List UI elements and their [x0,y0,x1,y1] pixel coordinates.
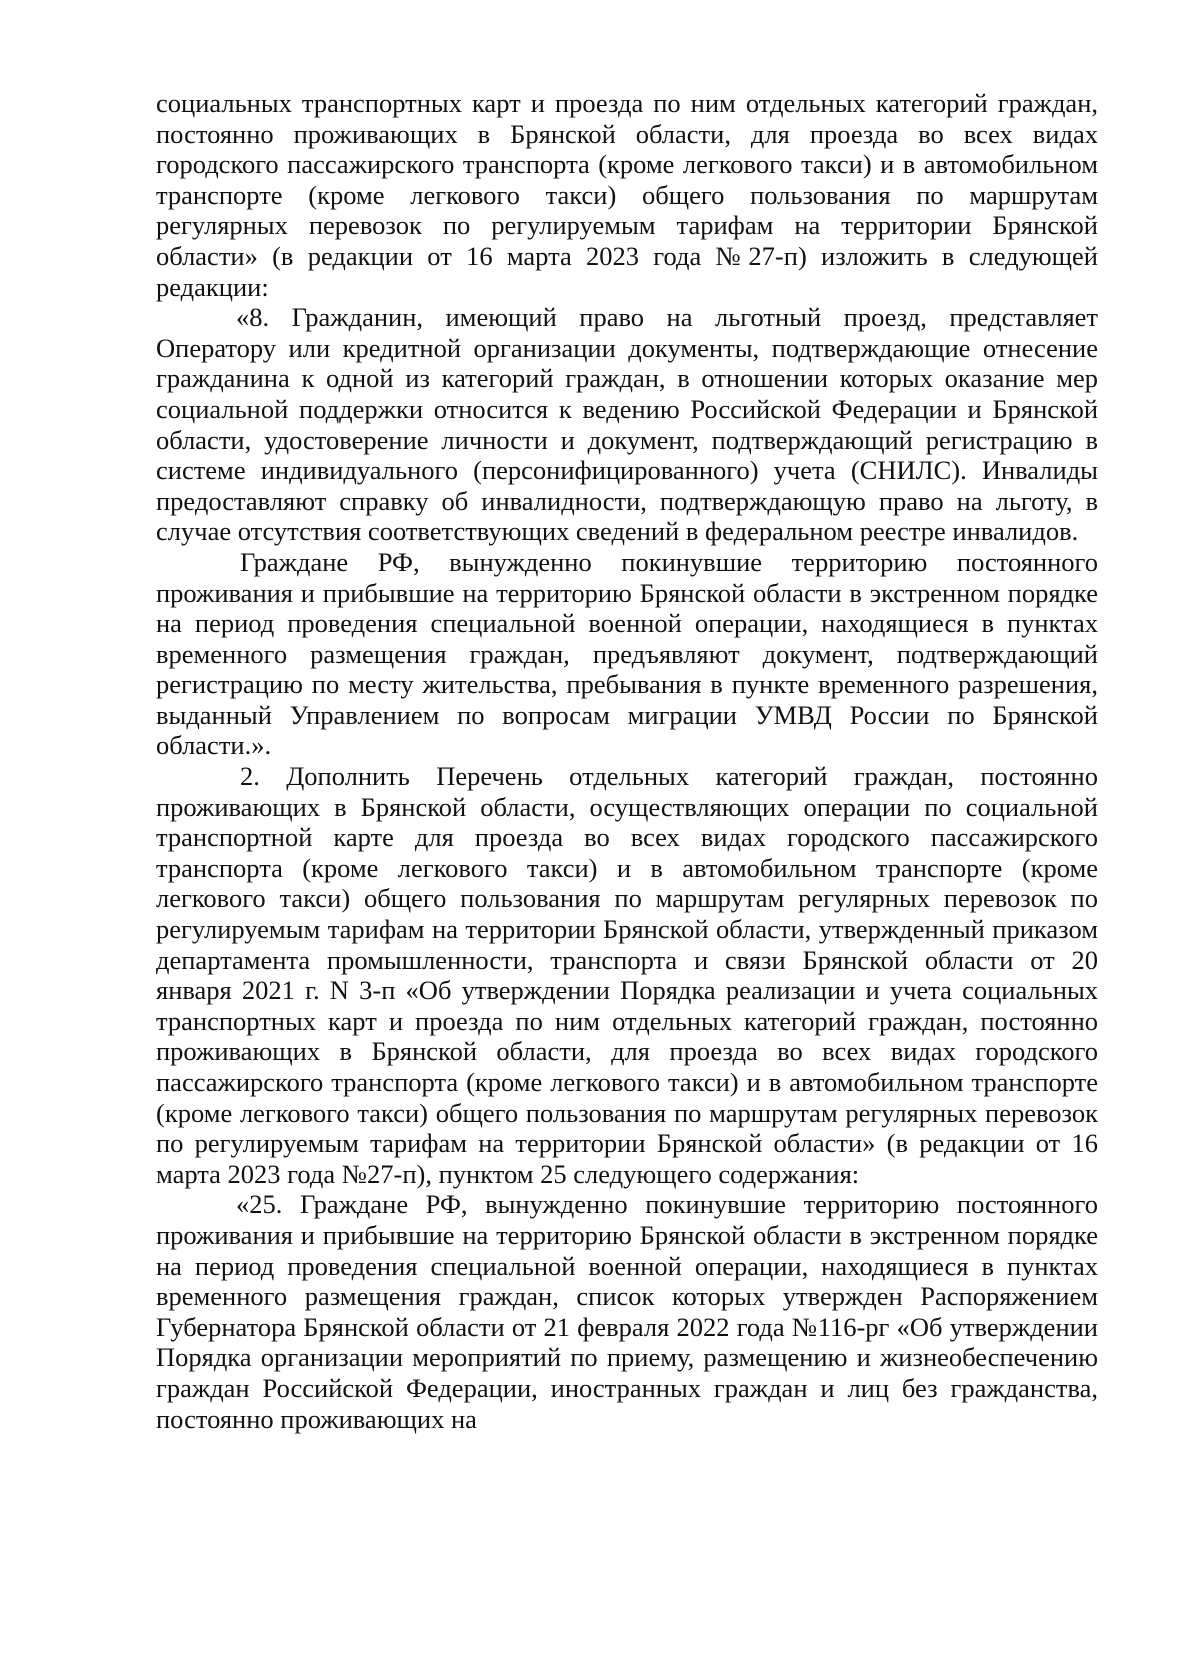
paragraph-item-2: 2. Дополнить Перечень отдельных категорий граждан, постоянно проживающих в Брянской области, осуществляющих операции по социальной транспортной карте для проезда во всех видах городского пассажирского транспорта (кроме легкового такси) и в автомобильном транспорте (кроме легкового такси) общего пользования по маршрутам регулярных перевозок по регулируемым тарифам на территории Брянской области, утвержденный приказом департамента промышленности, транспорта и связи Брянской области от 20 января 2021 г. N 3-п «Об утверждении Порядка реализации и учета социальных транспортных карт и проезда по ним отдельных категорий граждан, постоянно проживающих в Брянской области, для проезда во всех видах городского пассажирского транспорта (кроме легкового такси) и в автомобильном транспорте (кроме легкового такси) общего пользования по маршрутам регулярных перевозок по регулируемым тарифам на территории Брянской области» (в редакции от 16 марта 2023 года №27-п), пунктом 25 следующего содержания: [156,761,1098,1189]
paragraph-item-8: «8. Гражданин, имеющий право на льготный проезд, представляет Оператору или кредитной организации документы, подтверждающие отнесение гражданина к одной из категорий граждан, в отношении которых оказание мер социальной поддержки относится к ведению Российской Федерации и Брянской области, удостоверение личности и документ, подтверждающий регистрацию в системе индивидуального (персонифицированного) учета (СНИЛС). Инвалиды предоставляют справку об инвалидности, подтверждающую право на льготу, в случае отсутствия соответствующих сведений в федеральном реестре инвалидов. [156,302,1098,547]
paragraph-item-25: «25. Граждане РФ, вынужденно покинувшие территорию постоянного проживания и прибывшие на территорию Брянской области в экстренном порядке на период проведения специальной военной операции, находящиеся в пунктах временного размещения граждан, список которых утвержден Распоряжением Губернатора Брянской области от 21 февраля 2022 года №116-рг «Об утверждении Порядка организации мероприятий по приему, размещению и жизнеобеспечению граждан Российской Федерации, иностранных граждан и лиц без гражданства, постоянно проживающих на [156,1189,1098,1434]
document-body [156,88,1098,1434]
paragraph-displaced-citizens: Граждане РФ, вынужденно покинувшие территорию постоянного проживания и прибывшие на территорию Брянской области в экстренном порядке на период проведения специальной военной операции, находящиеся в пунктах временного размещения граждан, предъявляют документ, подтверждающий регистрацию по месту жительства, пребывания в пункте временного разрешения, выданный Управлением по вопросам миграции УМВД России по Брянской области.». [156,546,1098,761]
paragraph-continuation: социальных транспортных карт и проезда по ним отдельных категорий граждан, постоянно проживающих в Брянской области, для проезда во всех видах городского пассажирского транспорта (кроме легкового такси) и в автомобильном транспорте (кроме легкового такси) общего пользования по маршрутам регулярных перевозок по регулируемым тарифам на территории Брянской области» (в редакции от 16 марта 2023 года №27-п) изложить в следующей редакции: [156,88,1098,302]
